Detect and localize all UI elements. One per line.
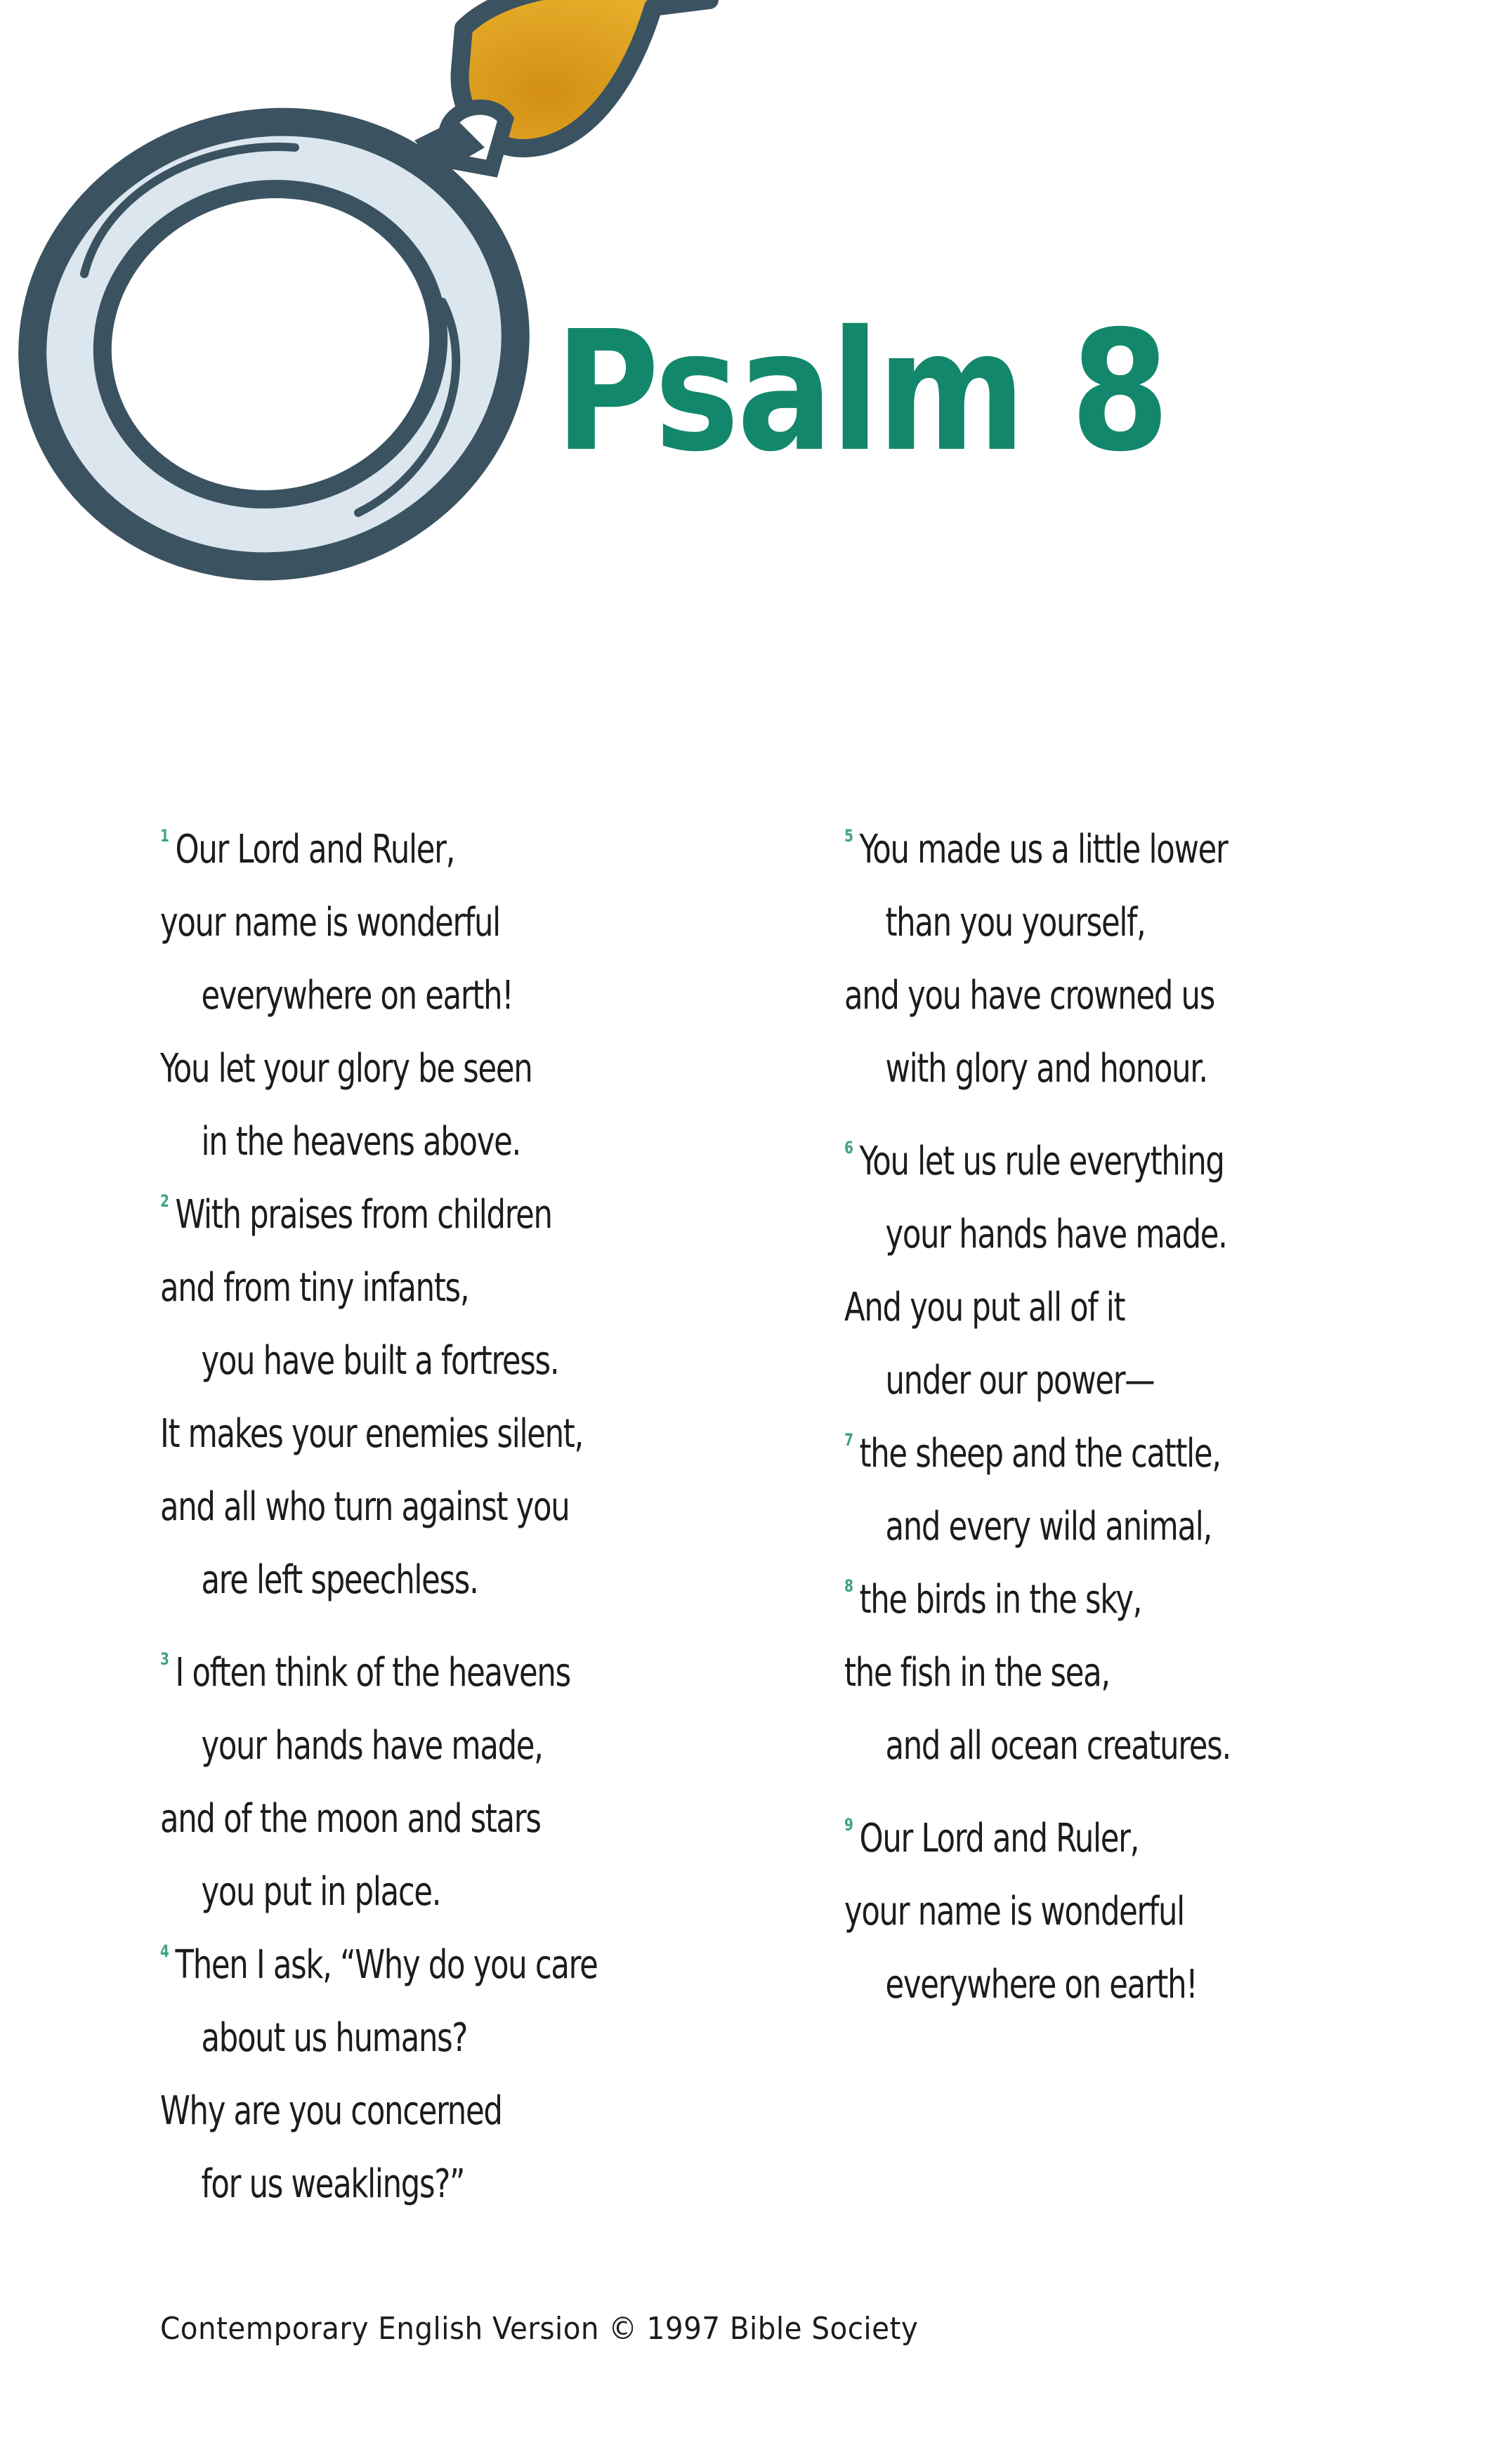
line-text: the sheep and the cattle, [859,1431,1221,1476]
verse-number: 7 [844,1430,853,1450]
line-text: than you yourself, [885,900,1146,945]
poem-column-left [160,813,806,2241]
line-text: With praises from children [175,1192,552,1238]
line-text: You made us a little lower [859,827,1228,872]
poem-line [160,1856,716,1929]
line-text: the birds in the sky, [859,1577,1142,1623]
line-text: and every wild animal, [885,1504,1212,1549]
poem-line [844,1417,1400,1490]
poem-line [160,1544,716,1617]
line-text: Then I ask, “Why do you care [175,1942,598,1988]
poem-line [844,1033,1400,1106]
poem-line [844,886,1400,959]
line-text: in the heavens above. [201,1119,520,1165]
poem-line [160,813,716,886]
poem-line [160,1471,716,1544]
line-text: and all ocean creatures. [885,1723,1231,1769]
verse-number: 3 [160,1649,169,1669]
poem-line [844,1344,1400,1417]
poem-line [160,1325,716,1398]
poem-line [160,2002,716,2075]
line-text: And you put all of it [844,1285,1125,1330]
line-text: and from tiny infants, [160,1265,469,1311]
stanza [844,813,1487,1106]
poem-line [160,2075,716,2148]
line-text: You let your glory be seen [160,1046,532,1092]
line-text: your hands have made, [201,1723,543,1769]
verse-number: 1 [160,826,169,846]
poem-column-right [844,813,1487,2041]
line-text: Our Lord and Ruler, [175,827,455,872]
poem-line [844,1490,1400,1564]
poem-line [160,1033,716,1106]
verse-number: 4 [160,1941,169,1961]
poem-line [844,1875,1400,1948]
poem-line [160,1179,716,1252]
poem-line [160,1637,716,1710]
line-text: Why are you concerned [160,2088,502,2134]
poem-line [160,1252,716,1325]
poem-line [160,1106,716,1179]
poem-line [844,1948,1400,2021]
poem-line [844,959,1400,1033]
stanza [160,813,806,1617]
line-text: with glory and honour. [885,1046,1207,1092]
line-text: are left speechless. [201,1557,478,1603]
poem-line [844,1710,1400,1783]
line-text: your hands have made. [885,1212,1227,1257]
line-text: for us weaklings?” [201,2161,465,2207]
line-text: and of the moon and stars [160,1796,541,1842]
poem-line [160,1929,716,2002]
line-text: you have built a fortress. [201,1338,559,1384]
stanza [160,1637,806,2221]
line-text: your name is wonderful [844,1889,1184,1934]
poem-line [160,1783,716,1856]
line-text: about us humans? [201,2015,468,2061]
line-text: the fish in the sea, [844,1650,1110,1696]
poem-line [844,1125,1400,1198]
line-text: It makes your enemies silent, [160,1411,583,1457]
line-text: under our power— [885,1358,1155,1403]
verse-number: 2 [160,1191,169,1211]
line-text: I often think of the heavens [175,1650,570,1696]
line-text: your name is wonderful [160,900,500,945]
poem-line [844,1198,1400,1271]
poem-line [844,813,1400,886]
poem-line [160,1710,716,1783]
verse-number: 9 [844,1815,853,1835]
poem-line [844,1564,1400,1637]
poem-line [160,959,716,1033]
poem-line [160,1398,716,1471]
poem-line [844,1271,1400,1344]
poem-line [160,2148,716,2221]
line-text: and all who turn against you [160,1484,570,1530]
page-title: Psalm 8 [555,295,1167,488]
verse-number: 5 [844,826,853,846]
line-text: Our Lord and Ruler, [859,1816,1139,1861]
line-text: everywhere on earth! [885,1962,1198,2007]
verse-number: 6 [844,1138,853,1158]
line-text: you put in place. [201,1869,441,1915]
line-text: You let us rule everything [859,1139,1224,1184]
stanza [844,1125,1487,1783]
line-text: and you have crowned us [844,973,1214,1018]
poem-line [844,1802,1400,1875]
poem-line [844,1637,1400,1710]
poem-line [160,886,716,959]
line-text: everywhere on earth! [201,973,513,1018]
stanza [844,1802,1487,2021]
verse-number: 8 [844,1576,853,1596]
copyright-credit: Contemporary English Version © 1997 Bible Society [160,2311,919,2347]
